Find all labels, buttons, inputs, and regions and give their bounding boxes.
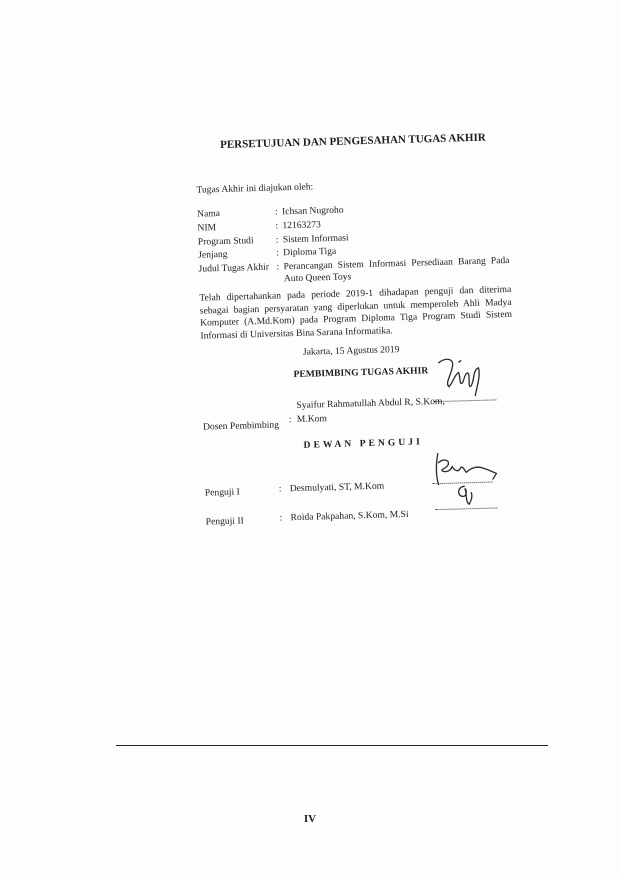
penguji-2-label: Penguji II xyxy=(205,515,244,528)
colon: : xyxy=(279,512,283,524)
statement-paragraph: Telah dipertahankan pada periode 2019-1 dihadapan penguji dan diterima sebagai bagian persyaratan yang diperlukan untuk memperoleh Ahli Madya Komputer (A.Md.Kom) pada Program Diploma Tiga Program Studi Sistem Informasi di Universitas Bina Sarana Informatika. xyxy=(199,283,513,342)
pembimbing-heading: PEMBIMBING TUGAS AKHIR xyxy=(293,365,429,381)
penguji-1-label: Penguji I xyxy=(204,486,240,499)
field-value-jenjang: Diploma Tiga xyxy=(283,245,337,259)
colon: : xyxy=(275,234,279,246)
signature-pembimbing xyxy=(434,352,487,401)
field-value-nim: 12163273 xyxy=(282,219,321,232)
penguji-heading: DEWAN PENGUJI xyxy=(303,436,423,451)
field-label-jenjang: Jenjang xyxy=(198,248,228,261)
field-value-judul: Perancangan Sistem Informasi Persediaan Barang Pada Auto Queen Toys xyxy=(283,254,510,285)
colon: : xyxy=(278,483,282,495)
colon: : xyxy=(288,414,292,426)
field-label-judul: Judul Tugas Akhir xyxy=(198,261,270,275)
field-label-prodi: Program Studi xyxy=(197,235,254,248)
field-value-nama: Ichsan Nugroho xyxy=(281,204,344,218)
pembimbing-name-line2: M.Kom xyxy=(296,413,328,425)
penguji-2-name: Roida Pakpahan, S.Kom, M.Si xyxy=(290,508,409,524)
pembimbing-name-line1: Syaifur Rahmatullah Abdul R, S.Kom, xyxy=(296,395,445,411)
pembimbing-label: Dosen Pembimbing xyxy=(202,419,280,433)
penguji-1-name: Desmulyati, ST, M.Kom xyxy=(289,480,385,495)
approval-sheet xyxy=(185,131,527,560)
colon: : xyxy=(275,220,279,232)
place-date: Jakarta, 15 Agustus 2019 xyxy=(302,344,400,358)
colon: : xyxy=(276,261,280,273)
footer-rule xyxy=(116,745,548,746)
colon: : xyxy=(274,206,278,218)
colon: : xyxy=(276,247,280,259)
field-label-nama: Nama xyxy=(196,208,221,220)
intro-text: Tugas Akhir ini diajukan oleh: xyxy=(196,181,314,196)
field-label-nim: NIM xyxy=(197,222,217,234)
document-title: PERSETUJUAN DAN PENGESAHAN TUGAS AKHIR xyxy=(219,131,486,152)
field-value-prodi: Sistem Informasi xyxy=(282,232,349,246)
page-number: IV xyxy=(303,813,317,825)
